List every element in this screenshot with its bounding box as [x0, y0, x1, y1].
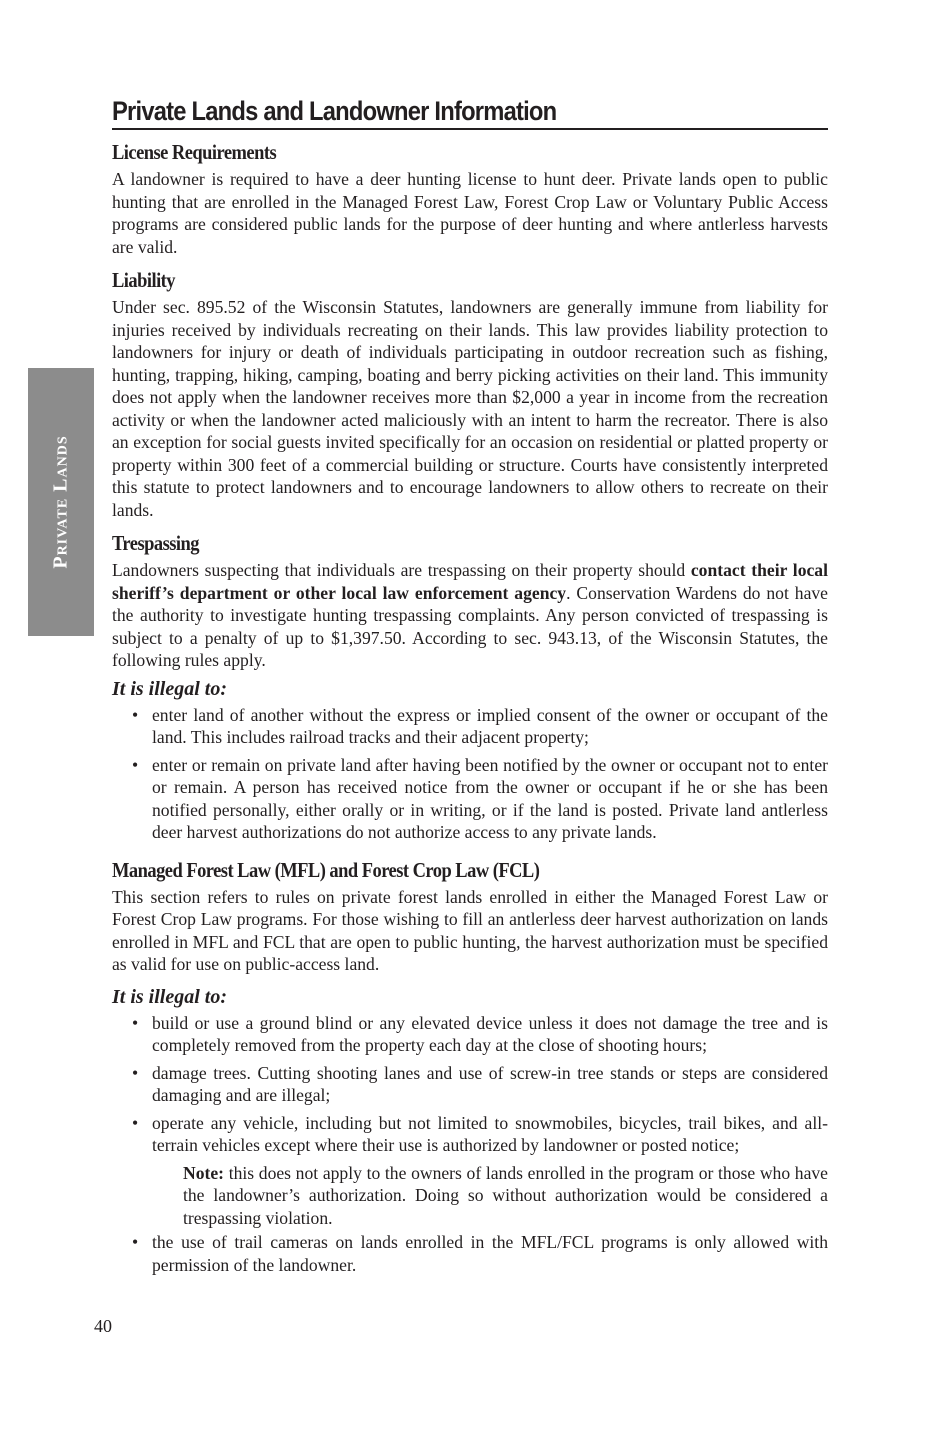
bullet-icon: • [132, 1062, 139, 1083]
bullet-icon: • [132, 1112, 139, 1133]
side-tab-label: Private Lands [49, 435, 72, 569]
mfl-illegal-heading: It is illegal to: [112, 985, 227, 1008]
page-title-text: Private Lands and Landowner Information [112, 96, 557, 126]
side-section-tab [28, 368, 94, 636]
list-item-text: damage trees. Cutting shooting lanes and use of screw-in tree stands or steps are considered damaging and are illegal; [152, 1062, 828, 1105]
list-item-text: operate any vehicle, including but not limited to snowmobiles, bicycles, trail bikes, and all-terrain vehicles except where their use is authorized by landowner or posted notice; [152, 1112, 828, 1155]
list-item [112, 1231, 828, 1276]
list-item [112, 704, 828, 749]
list-item [112, 754, 828, 844]
note-paragraph [112, 1162, 828, 1230]
license-heading [112, 138, 828, 166]
liability-paragraph: Under sec. 895.52 of the Wisconsin Statutes, landowners are generally immune from liability for injuries received by individuals recreating on their lands. This law provides liability protection to landowners for injury or death of individuals participating in outdoor recreation such as fishing, hunting, trapping, hiking, camping, boating and berry picking activities on their land. This immunity does not apply when the landowner receives more than $2,000 a year in income from the recreation activity or when the landowner acted maliciously with an intent to harm the recreator. There is also an exception for social guests invited specifically for an occasion on residential or platted property or property within 300 feet of a commercial building or structure. Courts have consistently interpreted this statute to protect landowners and to encourage landowners to allow others to recreate on their lands. [112, 297, 828, 520]
list-item-text: the use of trail cameras on lands enrolled in the MFL/FCL programs is only allowed with permission of the landowner. [152, 1232, 828, 1275]
bullet-icon: • [132, 754, 139, 775]
bullet-icon: • [132, 1012, 139, 1033]
license-heading-text: License Requirements [112, 140, 277, 164]
trespassing-text-1: Landowners suspecting that individuals are trespassing on their property should [112, 560, 691, 580]
bullet-icon: • [132, 704, 139, 725]
mfl-heading [112, 856, 828, 884]
list-item-text: enter or remain on private land after having been notified by the owner or occupant not to enter or remain. A person has received notice from the owner or occupant if he or she has been notified personally, either orally or in writing, or if the land is posted. Private land antlerless deer harvest authorizations do not authorize access to any private lands. [152, 754, 828, 842]
trespassing-paragraph [112, 559, 828, 672]
page-content [112, 94, 828, 1281]
trespassing-bold-text: contact their local sheriff’s department or other local law enforcement agency [112, 560, 828, 603]
mfl-heading-text: Managed Forest Law (MFL) and Forest Crop Law (FCL) [112, 857, 540, 882]
note-text: this does not apply to the owners of lands enrolled in the program or those who have the landowner’s authorization. Doing so without authorization would be considered a trespassing violation. [183, 1162, 828, 1228]
trespassing-illegal-heading: It is illegal to: [112, 677, 227, 700]
liability-heading-text: Liability [112, 268, 176, 292]
list-item-text: build or use a ground blind or any elevated device unless it does not damage the tree and is completely removed from the property each day at the close of shooting hours; [152, 1012, 828, 1055]
list-item [112, 1062, 828, 1107]
note-label: Note: [183, 1162, 225, 1183]
list-item [112, 1012, 828, 1057]
mfl-paragraph: This section refers to rules on private forest lands enrolled in either the Managed Forest Law or Forest Crop Law programs. For those wishing to fill an antlerless deer harvest authorization on lands enrolled in MFL and FCL that are open to public hunting, the harvest authorization must be specified as valid for use on public-access land. [112, 886, 828, 974]
page-number: 40 [94, 1316, 112, 1336]
bullet-icon: • [132, 1232, 139, 1252]
trespassing-heading [112, 529, 828, 557]
mfl-list [112, 1012, 828, 1157]
trespassing-text-2: . Conservation Wardens do not have the authority to investigate hunting trespassing complaints. Any person convicted of trespassing is subject to a penalty of up to $1,397.50. According to sec. 943.13, of the Wisconsin Statutes, the following rules apply. [112, 582, 828, 670]
liability-heading [112, 266, 828, 294]
license-paragraph: A landowner is required to have a deer hunting license to hunt deer. Private lands open to public hunting that are enrolled in the Managed Forest Law, Forest Crop Law or Voluntary Public Access programs are considered public lands for the purpose of deer hunting and where antlerless harvests are valid. [112, 169, 828, 257]
trespassing-list [112, 704, 828, 844]
trespassing-heading-text: Trespassing [112, 531, 199, 555]
list-item-text: enter land of another without the express or implied consent of the owner or occupant of the land. This includes railroad tracks and their adjacent property; [152, 704, 828, 747]
mfl-list-continued [112, 1231, 828, 1276]
list-item [112, 1112, 828, 1157]
page-title [112, 94, 828, 130]
